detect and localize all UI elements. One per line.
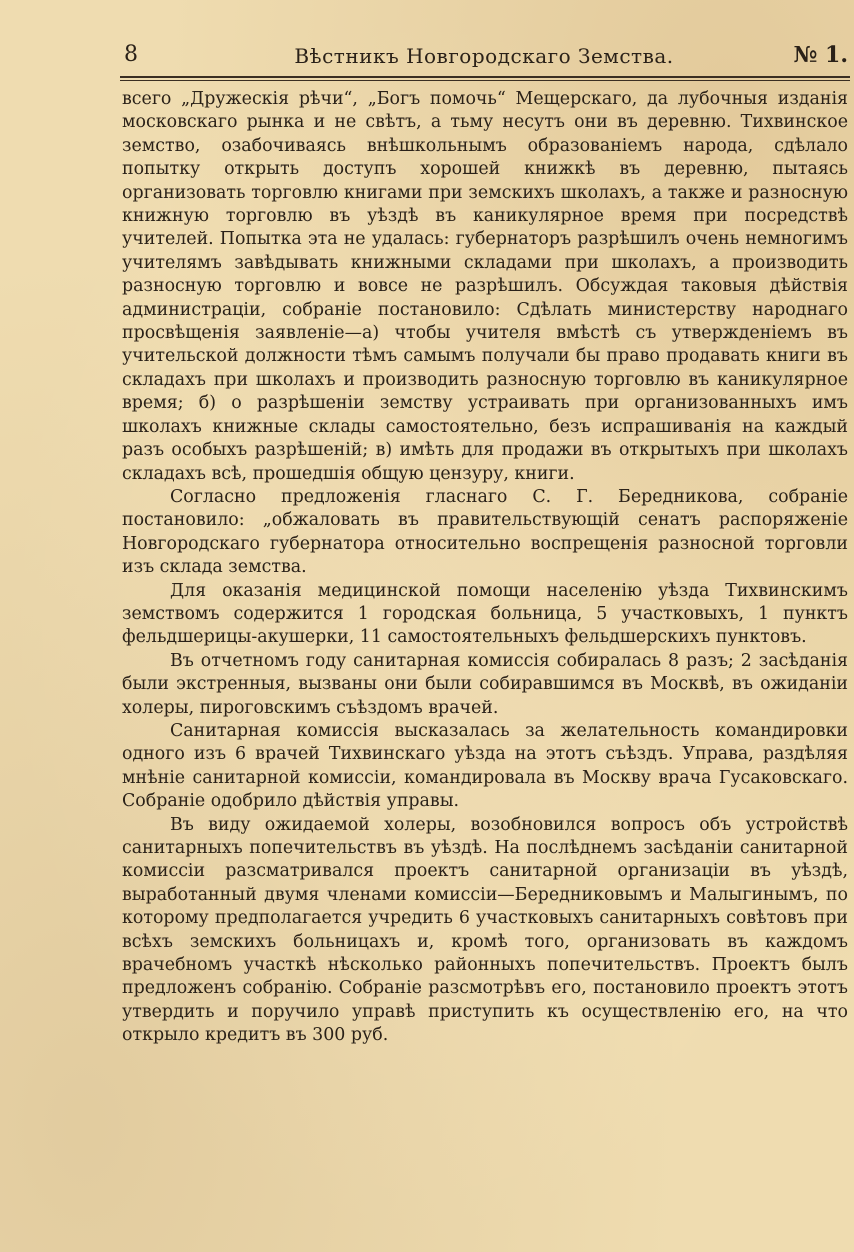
journal-title: Вѣстникъ Новгородскаго Земства. (294, 44, 674, 68)
page-number: 8 (124, 42, 138, 67)
header-rule-thin (120, 80, 850, 81)
paragraph-3: Для оказанія медицинской помощи населенію уѣзда Тихвинскимъ земствомъ содержится 1 городская больница, 5 участковыхъ, 1 пунктъ фельдшерицы-акушерки, 11 самостоятельныхъ фельдшерскихъ пунктовъ. (122, 580, 848, 648)
paragraph-2: Согласно предложенія гласнаго С. Г. Бередникова, собраніе постановило: „обжаловать въ правительствующій сенатъ распоряженіе Новгородскаго губернатора относительно воспрещенія разносной торговли изъ склада земства. (122, 486, 848, 578)
paragraph-5: Санитарная комиссія высказалась за желательность командировки одного изъ 6 врачей Тихвинскаго уѣзда на этотъ съѣздъ. Управа, раздѣляя мнѣніе санитарной комиссіи, командировала въ Москву врача Гусаковскаго. Собраніе одобрило дѣйствія управы. (122, 720, 848, 812)
header-rule (120, 76, 850, 78)
paragraph-4: Въ отчетномъ году санитарная комиссія собиралась 8 разъ; 2 засѣданія были экстренныя, вызваны они были собиравшимся въ Москвѣ, въ ожиданіи холеры, пироговскимъ съѣздомъ врачей. (122, 650, 848, 718)
article-body (122, 88, 848, 1048)
issue-number: № 1. (793, 42, 848, 68)
paragraph-6: Въ виду ожидаемой холеры, возобновился вопросъ объ устройствѣ санитарныхъ попечительствъ въ уѣздѣ. На послѣднемъ засѣданіи санитарной комиссіи разсматривался проектъ санитарной организаціи въ уѣздѣ, выработанный двумя членами комиссіи—Бередниковымъ и Малыгинымъ, по которому предполагается учредить 6 участковыхъ санитарныхъ совѣтовъ при всѣхъ земскихъ больницахъ и, кромѣ того, организовать въ каждомъ врачебномъ участкѣ нѣсколько районныхъ попечительствъ. Проектъ былъ предложенъ собранію. Собраніе разсмотрѣвъ его, постановило проектъ этотъ утвердить и поручило управѣ приступить къ осуществленію его, на что открыло кредитъ въ 300 руб. (122, 814, 848, 1046)
paragraph-1: всего „Дружескія рѣчи“, „Богъ помочь“ Мещерскаго, да лубочныя изданія московскаго рынка и не свѣтъ, а тьму несутъ они въ деревню. Тихвинское земство, озабочиваясь внѣшкольнымъ образованіемъ народа, сдѣлало попытку открыть доступъ хорошей книжкѣ въ деревню, пытаясь организовать торговлю книгами при земскихъ школахъ, а также и разносную книжную торговлю въ уѣздѣ въ каникулярное время при посредствѣ учителей. Попытка эта не удалась: губернаторъ разрѣшилъ очень немногимъ учителямъ завѣдывать книжными складами при школахъ, а производить разносную торговлю и вовсе не разрѣшилъ. Обсуждая таковыя дѣйствія администраціи, собраніе постановило: Сдѣлать министерству народнаго просвѣщенія заявленіе—а) чтобы учителя вмѣстѣ съ утвержденіемъ въ учительской должности тѣмъ самымъ получали бы право продавать книги въ складахъ при школахъ и производить разносную торговлю въ каникулярное время; б) о разрѣшеніи земству устраивать при организованныхъ имъ школахъ книжные склады самостоятельно, безъ испрашиванія на каждый разъ особыхъ разрѣшеній; в) имѣть для продажи въ открытыхъ при школахъ складахъ всѣ, прошедшія общую цензуру, книги. (122, 89, 848, 484)
running-header (120, 40, 848, 72)
